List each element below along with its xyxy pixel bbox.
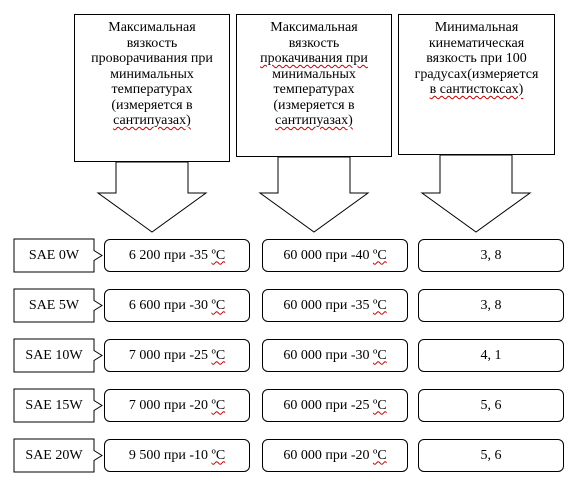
cell-value: 60 000 при -40 bbox=[283, 247, 373, 263]
cell-value: 5, 6 bbox=[480, 447, 502, 463]
cell-value: 3, 8 bbox=[480, 247, 502, 263]
temperature-unit: ºС bbox=[211, 347, 226, 363]
pumping-viscosity-cell bbox=[262, 389, 408, 422]
column-header-line: в сантистоксах) bbox=[429, 82, 524, 97]
row-label: SAE 5W bbox=[28, 297, 80, 313]
cranking-viscosity-cell bbox=[104, 289, 250, 322]
cranking-viscosity-cell bbox=[104, 389, 250, 422]
column-header-line: градусах(измеряется bbox=[414, 66, 539, 82]
column-header-line: сантипуазах) bbox=[113, 113, 191, 128]
column-header-line: Максимальная bbox=[108, 20, 196, 35]
cell-value: 5, 6 bbox=[480, 397, 502, 413]
pumping-viscosity-cell bbox=[262, 289, 408, 322]
cell-value: 6 600 при -30 bbox=[128, 297, 212, 313]
temperature-unit: ºС bbox=[372, 397, 387, 413]
cell-value: 60 000 при -30 bbox=[283, 347, 373, 363]
cranking-viscosity-cell bbox=[104, 339, 250, 372]
cranking-viscosity-cell bbox=[104, 439, 250, 472]
row-label: SAE 20W bbox=[25, 447, 83, 463]
pumping-viscosity-cell bbox=[262, 239, 408, 272]
cranking-viscosity-cell bbox=[104, 239, 250, 272]
row-label: SAE 15W bbox=[25, 397, 83, 413]
temperature-unit: ºС bbox=[211, 297, 226, 313]
column-header-line: вязкость bbox=[126, 35, 178, 51]
cell-value: 60 000 при -25 bbox=[283, 397, 373, 413]
column-header-line: Максимальная bbox=[270, 20, 358, 35]
temperature-unit: ºС bbox=[211, 247, 226, 263]
column-header-3 bbox=[398, 14, 555, 155]
temperature-unit: ºС bbox=[211, 397, 226, 413]
kinematic-viscosity-cell bbox=[418, 389, 564, 422]
temperature-unit: ºС bbox=[211, 447, 226, 463]
kinematic-viscosity-cell bbox=[418, 289, 564, 322]
temperature-unit: ºС bbox=[372, 447, 387, 463]
down-arrow-3 bbox=[422, 155, 530, 232]
cell-value: 7 000 при -25 bbox=[128, 347, 212, 363]
column-header-line: минимальных bbox=[110, 66, 194, 82]
column-header-line: Минимальная bbox=[434, 20, 519, 35]
column-header-line: (измеряется в bbox=[273, 97, 355, 113]
column-header-line: кинематическая bbox=[428, 35, 525, 51]
column-header-line: минимальных bbox=[272, 66, 356, 82]
temperature-unit: ºС bbox=[372, 297, 387, 313]
pumping-viscosity-cell bbox=[262, 339, 408, 372]
column-header-line: проворачивания при bbox=[91, 51, 213, 66]
column-header-line: температурах bbox=[273, 82, 355, 97]
row-label: SAE 10W bbox=[25, 347, 83, 363]
kinematic-viscosity-cell bbox=[418, 439, 564, 472]
column-header-line: прокачивания при bbox=[260, 51, 368, 66]
cell-value: 3, 8 bbox=[480, 297, 502, 313]
pumping-viscosity-cell bbox=[262, 439, 408, 472]
temperature-unit: ºС bbox=[372, 347, 387, 363]
column-header-line: вязкость при 100 bbox=[426, 51, 527, 66]
cell-value: 9 500 при -10 bbox=[128, 447, 212, 463]
column-header-2 bbox=[236, 14, 392, 157]
cell-value: 6 200 при -35 bbox=[128, 247, 212, 263]
kinematic-viscosity-cell bbox=[418, 239, 564, 272]
column-header-line: температурах bbox=[111, 82, 193, 97]
down-arrow-2 bbox=[260, 157, 368, 232]
temperature-unit: ºС bbox=[372, 247, 387, 263]
cell-value: 7 000 при -20 bbox=[128, 397, 212, 413]
down-arrow-1 bbox=[98, 162, 206, 232]
cell-value: 60 000 при -20 bbox=[283, 447, 373, 463]
cell-value: 4, 1 bbox=[480, 347, 502, 363]
column-header-line: (измеряется в bbox=[111, 97, 193, 113]
column-header-line: вязкость bbox=[288, 35, 340, 51]
column-header-1 bbox=[74, 14, 230, 162]
kinematic-viscosity-cell bbox=[418, 339, 564, 372]
row-label: SAE 0W bbox=[28, 247, 80, 263]
column-header-line: сантипуазах) bbox=[275, 113, 353, 128]
cell-value: 60 000 при -35 bbox=[283, 297, 373, 313]
